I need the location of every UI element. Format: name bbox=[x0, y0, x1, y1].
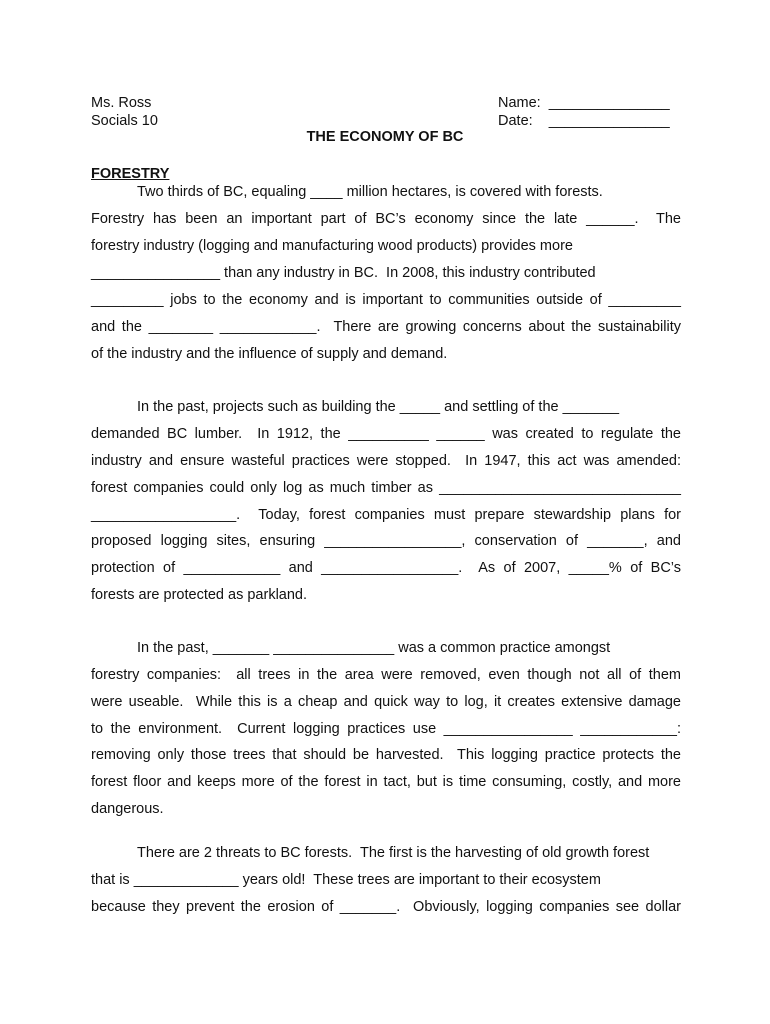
paragraph-1-line-7: of the industry and the influence of supply and demand. bbox=[91, 346, 448, 362]
paragraph-3-line-4: to the environment. Current logging practices use ________________ ____________: bbox=[91, 721, 681, 737]
teacher-name: Ms. Ross bbox=[91, 95, 152, 111]
paragraph-3-line-7: dangerous. bbox=[91, 801, 164, 817]
paragraph-1-line-4: ________________ than any industry in BC. In 2008, this industry contributed bbox=[91, 265, 596, 281]
paragraph-1-line-3: forestry industry (logging and manufacturing wood products) provides more bbox=[91, 238, 573, 254]
paragraph-2-line-4: forest companies could only log as much timber as ______________________________ bbox=[91, 480, 681, 496]
paragraph-2-line-5: __________________. Today, forest companies must prepare stewardship plans for bbox=[91, 507, 681, 523]
paragraph-2-line-2: demanded BC lumber. In 1912, the __________ ______ was created to regulate the bbox=[91, 426, 681, 442]
paragraph-3-line-5: removing only those trees that should be harvested. This logging practice protects the bbox=[91, 747, 681, 763]
page-title: THE ECONOMY OF BC bbox=[306, 129, 464, 145]
paragraph-2-line-7: protection of ____________ and _________________. As of 2007, _____% of BC’s bbox=[91, 560, 681, 576]
paragraph-2-line-1: In the past, projects such as building the _____ and settling of the _______ bbox=[137, 399, 620, 415]
course-name: Socials 10 bbox=[91, 113, 158, 129]
paragraph-1-line-5: _________ jobs to the economy and is important to communities outside of _________ bbox=[91, 292, 681, 308]
paragraph-3-line-6: forest floor and keeps more of the forest in tact, but is time consuming, costly, and more bbox=[91, 774, 681, 790]
paragraph-2-line-8: forests are protected as parkland. bbox=[91, 587, 308, 603]
paragraph-4-line-3: because they prevent the erosion of _______. Obviously, logging companies see dollar bbox=[91, 899, 681, 915]
paragraph-3-line-1: In the past, _______ _______________ was a common practice amongst bbox=[137, 640, 611, 656]
student-name-field: Name: _______________ bbox=[498, 95, 670, 111]
paragraph-2-line-3: industry and ensure wasteful practices were stopped. In 1947, this act was amended: bbox=[91, 453, 681, 469]
paragraph-4-line-2: that is _____________ years old! These trees are important to their ecosystem bbox=[91, 872, 601, 888]
paragraph-2-line-6: proposed logging sites, ensuring _________________, conservation of _______, and bbox=[91, 533, 681, 549]
paragraph-1-line-1: Two thirds of BC, equaling ____ million hectares, is covered with forests. bbox=[137, 184, 603, 200]
paragraph-4-line-1: There are 2 threats to BC forests. The first is the harvesting of old growth forest bbox=[137, 845, 650, 861]
paragraph-3-line-3: were useable. While this is a cheap and quick way to log, it creates extensive damage bbox=[91, 694, 681, 710]
section-heading-forestry: FORESTRY bbox=[91, 166, 170, 182]
paragraph-1-line-6: and the ________ ____________. There are growing concerns about the sustainability bbox=[91, 319, 681, 335]
paragraph-1-line-2: Forestry has been an important part of BC’s economy since the late ______. The bbox=[91, 211, 681, 227]
paragraph-3-line-2: forestry companies: all trees in the area were removed, even though not all of them bbox=[91, 667, 681, 683]
date-field: Date: _______________ bbox=[498, 113, 670, 129]
